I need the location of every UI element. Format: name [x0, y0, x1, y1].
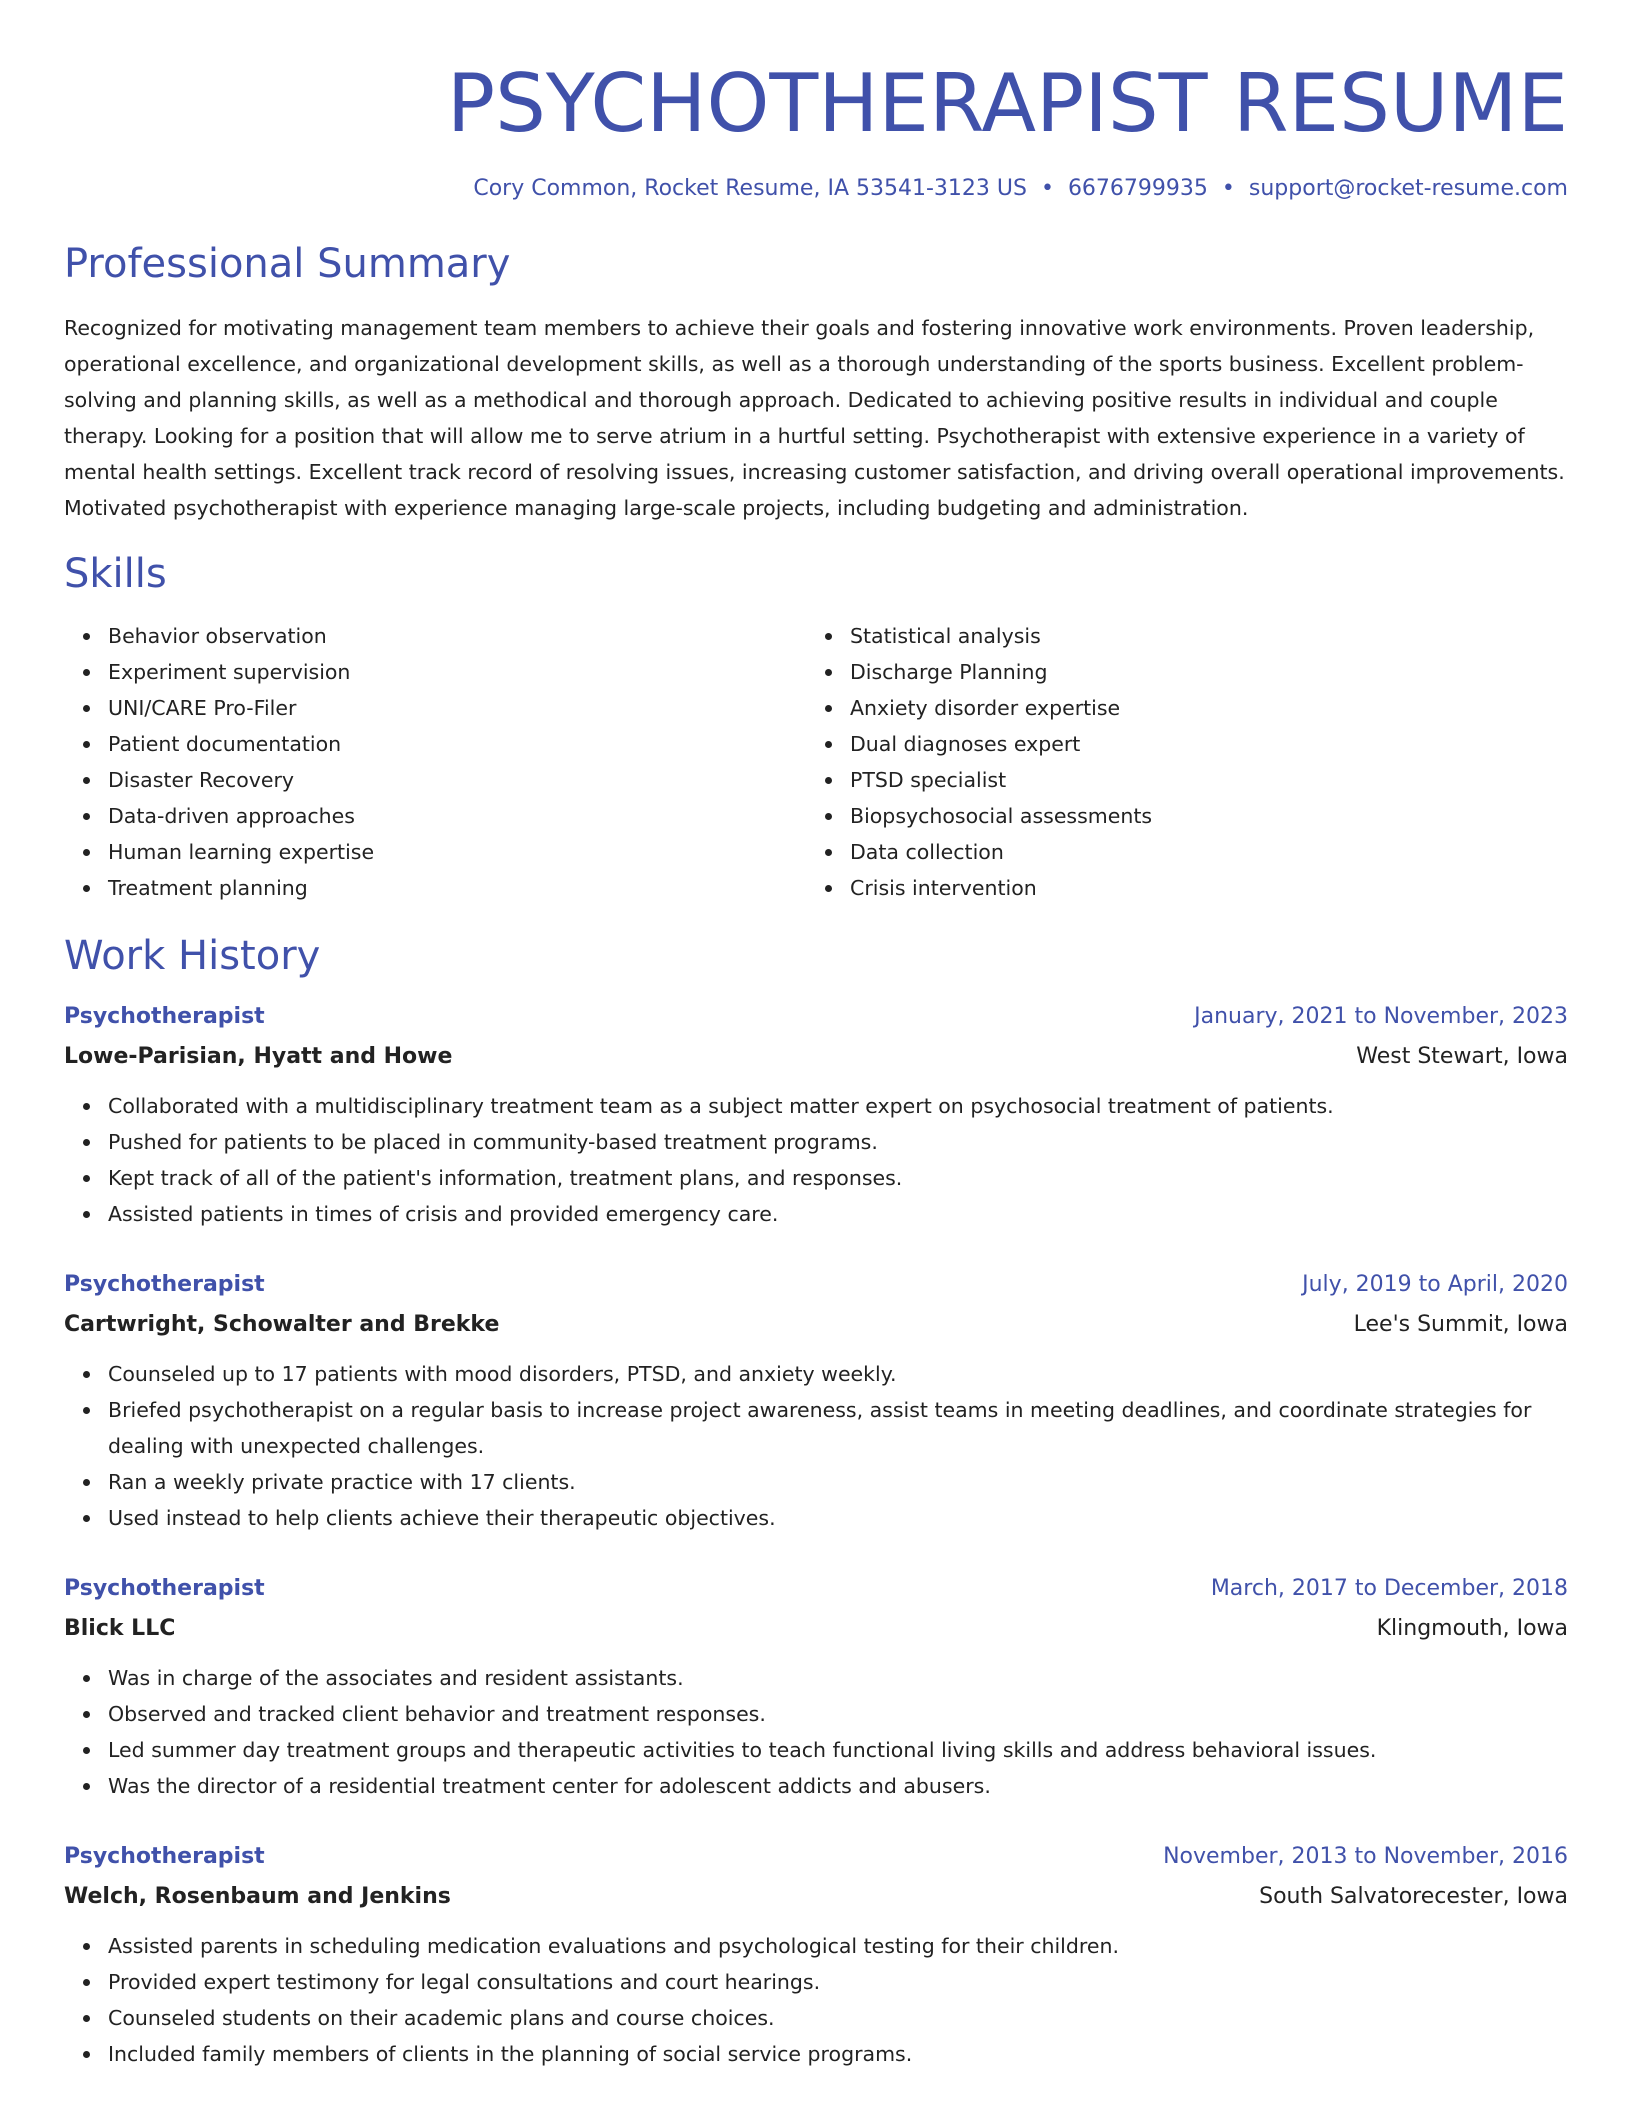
job-bullet: Led summer day treatment groups and therapeutic activities to teach functional living skills and address behavioral issues.	[108, 1732, 1568, 1768]
job-entry	[64, 1574, 1568, 1804]
job-dates: November, 2013 to November, 2016	[1163, 1844, 1568, 1869]
job-bullet: Used instead to help clients achieve their therapeutic objectives.	[108, 1500, 1568, 1536]
job-bullet: Was the director of a residential treatment center for adolescent addicts and abusers.	[108, 1768, 1568, 1804]
skill-item: Discharge Planning	[850, 654, 1548, 690]
job-bullet: Counseled up to 17 patients with mood disorders, PTSD, and anxiety weekly.	[108, 1356, 1568, 1392]
skill-item: Dual diagnoses expert	[850, 726, 1548, 762]
job-title: Psychotherapist	[64, 1576, 265, 1601]
skill-item: PTSD specialist	[850, 762, 1548, 798]
skills-column-right	[806, 618, 1548, 906]
job-entry	[64, 1842, 1568, 2072]
job-entry	[64, 1270, 1568, 1536]
contact-separator: •	[1221, 176, 1235, 201]
job-title: Psychotherapist	[64, 1272, 265, 1297]
contact-separator: •	[1040, 176, 1054, 201]
job-bullet: Collaborated with a multidisciplinary treatment team as a subject matter expert on psychosocial treatment of patients.	[108, 1088, 1568, 1124]
skill-item: UNI/CARE Pro-Filer	[108, 690, 806, 726]
job-bullet: Kept track of all of the patient's information, treatment plans, and responses.	[108, 1160, 1568, 1196]
job-company: Lowe-Parisian, Hyatt and Howe	[64, 1044, 453, 1069]
skill-item: Treatment planning	[108, 870, 806, 906]
job-location: Klingmouth, Iowa	[1376, 1616, 1568, 1641]
contact-line	[64, 174, 1568, 204]
contact-phone: 6676799935	[1067, 176, 1208, 201]
job-dates: January, 2021 to November, 2023	[1194, 1004, 1568, 1029]
contact-email[interactable]: support@rocket-resume.com	[1248, 176, 1568, 201]
skill-item: Data-driven approaches	[108, 798, 806, 834]
contact-address: Cory Common, Rocket Resume, IA 53541-3123 US	[473, 176, 1027, 201]
work-history-heading: Work History	[64, 933, 321, 979]
summary-heading: Professional Summary	[64, 241, 511, 287]
skill-item: Data collection	[850, 834, 1548, 870]
job-company: Blick LLC	[64, 1616, 176, 1641]
job-bullets	[64, 1088, 1568, 1232]
resume-title: PSYCHOTHERAPIST RESUME	[446, 57, 1568, 150]
job-entry	[64, 1002, 1568, 1232]
job-bullets	[64, 1356, 1568, 1536]
job-bullets	[64, 1660, 1568, 1804]
skill-item: Behavior observation	[108, 618, 806, 654]
skill-item: Statistical analysis	[850, 618, 1548, 654]
skills-column-left	[64, 618, 806, 906]
job-company: Cartwright, Schowalter and Brekke	[64, 1312, 500, 1337]
skills-grid	[64, 618, 1568, 906]
job-location: South Salvatorecester, Iowa	[1259, 1884, 1568, 1909]
job-bullet: Pushed for patients to be placed in community-based treatment programs.	[108, 1124, 1568, 1160]
job-bullet: Included family members of clients in the planning of social service programs.	[108, 2036, 1568, 2072]
job-title: Psychotherapist	[64, 1844, 265, 1869]
skill-item: Biopsychosocial assessments	[850, 798, 1548, 834]
skills-heading: Skills	[64, 551, 167, 597]
skill-item: Crisis intervention	[850, 870, 1548, 906]
job-location: Lee's Summit, Iowa	[1353, 1312, 1568, 1337]
job-bullet: Observed and tracked client behavior and treatment responses.	[108, 1696, 1568, 1732]
job-bullet: Counseled students on their academic plans and course choices.	[108, 2000, 1568, 2036]
job-bullet: Was in charge of the associates and resident assistants.	[108, 1660, 1568, 1696]
job-dates: March, 2017 to December, 2018	[1210, 1576, 1568, 1601]
job-bullet: Assisted parents in scheduling medication evaluations and psychological testing for their children.	[108, 1928, 1568, 1964]
skill-item: Human learning expertise	[108, 834, 806, 870]
skill-item: Disaster Recovery	[108, 762, 806, 798]
job-bullets	[64, 1928, 1568, 2072]
job-location: West Stewart, Iowa	[1356, 1044, 1568, 1069]
summary-text: Recognized for motivating management team members to achieve their goals and fostering innovative work environments. Proven leadership, operational excellence, and organizational development skills, as well as a thorough understanding of the sports business. Excellent problem-solving and planning skills, as well as a methodical and thorough approach. Dedicated to achieving positive results in individual and couple therapy. Looking for a position that will allow me to serve atrium in a hurtful setting. Psychotherapist with extensive experience in a variety of mental health settings. Excellent track record of resolving issues, increasing customer satisfaction, and driving overall operational improvements. Motivated psychotherapist with experience managing large-scale projects, including budgeting and administration.	[64, 316, 1565, 520]
job-company: Welch, Rosenbaum and Jenkins	[64, 1884, 451, 1909]
job-bullet: Provided expert testimony for legal consultations and court hearings.	[108, 1964, 1568, 2000]
job-bullet: Ran a weekly private practice with 17 clients.	[108, 1464, 1568, 1500]
skill-item: Patient documentation	[108, 726, 806, 762]
job-bullet: Assisted patients in times of crisis and provided emergency care.	[108, 1196, 1568, 1232]
skill-item: Experiment supervision	[108, 654, 806, 690]
skill-item: Anxiety disorder expertise	[850, 690, 1548, 726]
job-bullet: Briefed psychotherapist on a regular basis to increase project awareness, assist teams in meeting deadlines, and coordinate strategies for dealing with unexpected challenges.	[108, 1392, 1568, 1464]
job-dates: July, 2019 to April, 2020	[1302, 1272, 1568, 1297]
job-title: Psychotherapist	[64, 1004, 265, 1029]
